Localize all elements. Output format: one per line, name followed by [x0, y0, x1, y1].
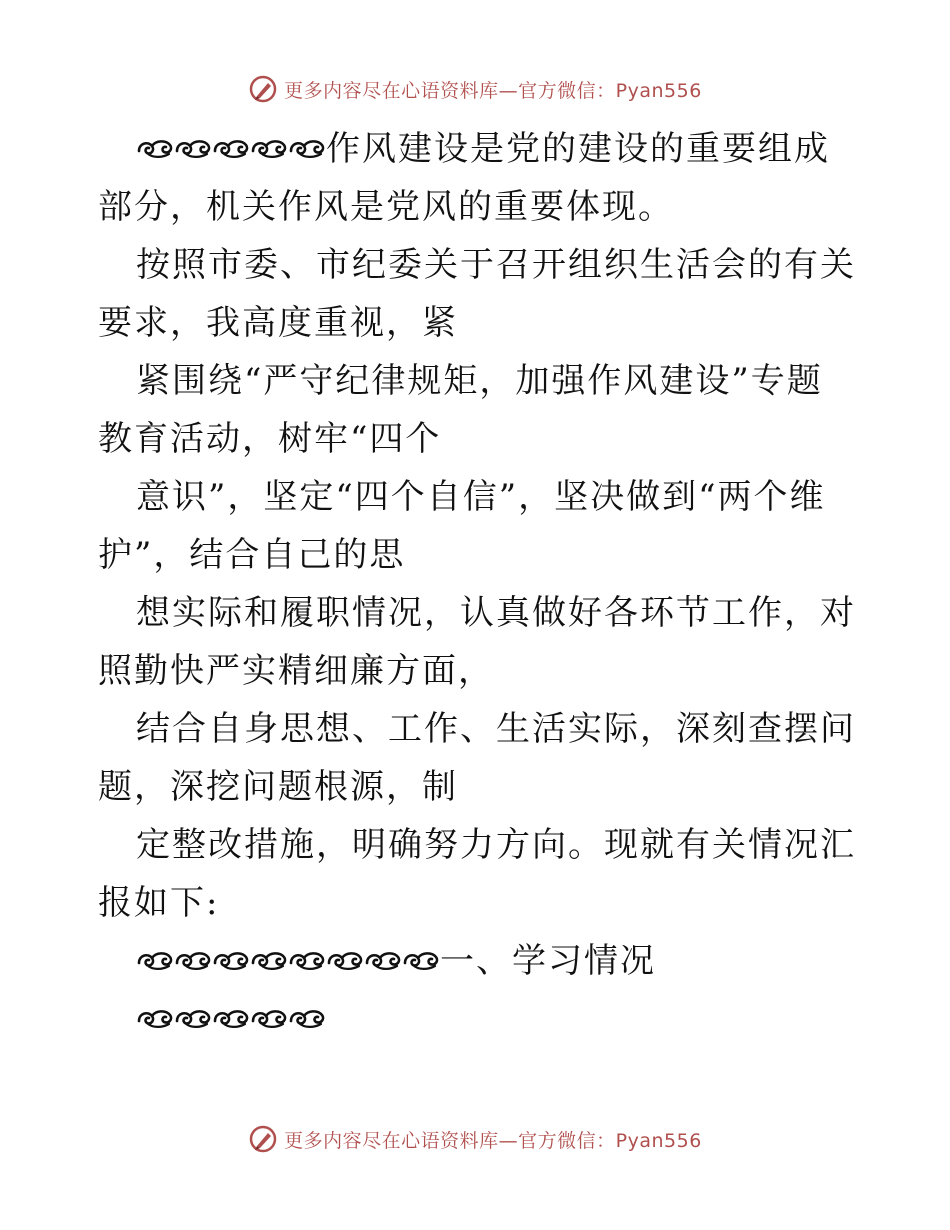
swirl-ornament-icon [250, 1007, 288, 1031]
swirl-ornament-icon [174, 1007, 212, 1031]
paragraph [98, 236, 858, 352]
paragraph [98, 584, 858, 700]
swirl-ornament-icon [212, 949, 250, 973]
swirl-ornament-icon [250, 949, 288, 973]
swirl-ornament-icon [288, 949, 326, 973]
swirl-ornament-icon [136, 1007, 174, 1031]
document-body [98, 120, 858, 1048]
section-heading [98, 932, 858, 990]
swirl-ornament-icon [288, 137, 326, 161]
paragraph-text: 作风建设是党的建设的重要组成部分，机关作风是党风的重要体现。 [98, 129, 830, 227]
ornament-group [136, 941, 440, 981]
paragraph-text: 意识”，坚定“四个自信”，坚决做到“两个维护”，结合自己的思 [98, 477, 826, 575]
swirl-ornament-icon [174, 949, 212, 973]
paragraph [98, 120, 858, 236]
paragraph [98, 816, 858, 932]
paragraph [98, 352, 858, 468]
swirl-ornament-icon [212, 1007, 250, 1031]
watermark-text: 更多内容尽在心语资料库—官方微信：Pyan556 [284, 79, 702, 102]
swirl-ornament-icon [212, 137, 250, 161]
header-watermark [0, 74, 950, 104]
paragraph-text: 想实际和履职情况，认真做好各环节工作，对照勤快严实精细廉方面， [98, 593, 856, 691]
ornament-group [136, 999, 326, 1039]
paragraph [98, 468, 858, 584]
paragraph [98, 990, 858, 1048]
pen-logo-icon [248, 1124, 278, 1154]
heading-text: 一、学习情况 [440, 941, 656, 981]
paragraph-text: 定整改措施，明确努力方向。现就有关情况汇报如下: [98, 825, 856, 923]
paragraph-text: 按照市委、市纪委关于召开组织生活会的有关要求，我高度重视，紧 [98, 245, 856, 343]
swirl-ornament-icon [288, 1007, 326, 1031]
paragraph [98, 700, 858, 816]
swirl-ornament-icon [250, 137, 288, 161]
swirl-ornament-icon [136, 949, 174, 973]
swirl-ornament-icon [364, 949, 402, 973]
paragraph-text: 结合自身思想、工作、生活实际，深刻查摆问题，深挖问题根源，制 [98, 709, 856, 807]
swirl-ornament-icon [402, 949, 440, 973]
swirl-ornament-icon [326, 949, 364, 973]
footer-watermark [0, 1124, 950, 1154]
swirl-ornament-icon [136, 137, 174, 161]
pen-logo-icon [248, 74, 278, 104]
swirl-ornament-icon [174, 137, 212, 161]
watermark-text: 更多内容尽在心语资料库—官方微信：Pyan556 [284, 1129, 702, 1152]
ornament-group [136, 129, 326, 169]
paragraph-text: 紧围绕“严守纪律规矩，加强作风建设”专题教育活动，树牢“四个 [98, 361, 823, 459]
